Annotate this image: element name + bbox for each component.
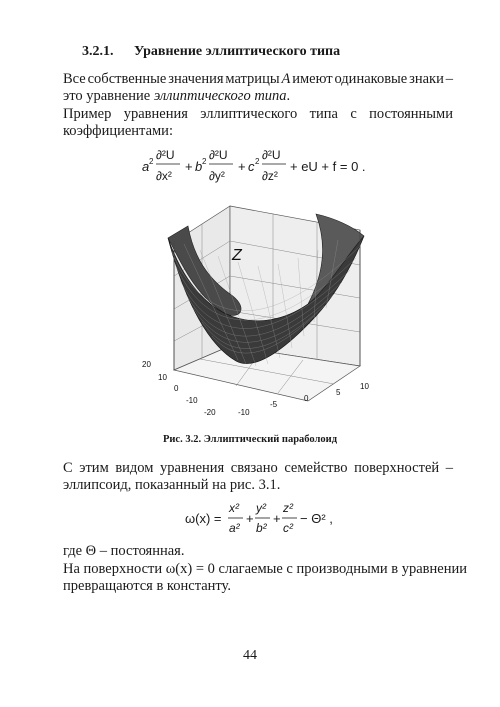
svg-text:∂²U: ∂²U (156, 148, 175, 162)
paraboloid-figure (138, 196, 388, 428)
svg-text:a: a (142, 159, 150, 174)
z-tick: 10 (158, 373, 167, 382)
paragraph-line: это уравнение эллиптического типа. (63, 88, 291, 104)
svg-text:+: + (185, 159, 193, 174)
svg-text:c²: c² (283, 521, 293, 535)
svg-text:z²: z² (283, 501, 293, 515)
ellipsoid-equation (183, 497, 343, 541)
paragraph-line: На поверхности ω(x) = 0 слагаемые с производными в уравнении (63, 561, 467, 577)
paragraph-example (63, 106, 453, 140)
section-title: Уравнение эллиптического типа (134, 44, 341, 59)
x-tick: -5 (270, 400, 278, 409)
svg-text:∂²U: ∂²U (262, 148, 281, 162)
section-number: 3.2.1. (82, 44, 114, 59)
svg-text:+ eU + f = 0 .: + eU + f = 0 . (290, 159, 366, 174)
paragraph-ellipsoid (63, 460, 453, 494)
x-tick: 10 (360, 382, 369, 391)
svg-text:b²: b² (256, 521, 267, 535)
x-tick: -10 (238, 408, 250, 417)
paragraph-line: эллипсоид, показанный на рис. 3.1. (63, 477, 281, 493)
page-number: 44 (243, 648, 257, 663)
x-tick: 0 (304, 394, 309, 403)
z-tick: 0 (174, 384, 179, 393)
svg-text:2: 2 (202, 157, 207, 166)
paragraph-theta (63, 543, 453, 560)
svg-text:+: + (273, 511, 281, 526)
svg-text:+: + (238, 159, 246, 174)
paragraph-eigenvalues (63, 71, 453, 105)
svg-text:b: b (195, 159, 203, 174)
svg-text:x²: x² (229, 501, 239, 515)
figure-caption: Рис. 3.2. Эллиптический параболоид (162, 434, 338, 445)
paragraph-line: С этим видом уравнения связано семейство поверхностей – (63, 460, 453, 476)
z-tick: -20 (204, 408, 216, 417)
svg-text:− Θ² ,: − Θ² , (300, 511, 333, 526)
svg-text:∂²U: ∂²U (209, 148, 228, 162)
svg-text:∂z²: ∂z² (262, 169, 278, 183)
svg-text:c: c (248, 159, 255, 174)
term-elliptic-type: эллиптического типа (153, 88, 287, 104)
x-tick: 5 (336, 388, 341, 397)
svg-text:+: + (246, 511, 254, 526)
paragraph-line: превращаются в константу. (63, 578, 231, 594)
z-axis-label: Z (232, 247, 242, 264)
paragraph-line: Все собственные значения матрицы A имеют одинаковые знаки – (63, 71, 453, 87)
paragraph-surface (63, 561, 467, 595)
paragraph-line: где Θ – постоянная. (63, 543, 185, 559)
paragraph-line: Пример уравнения эллиптического типа с постоянными (63, 106, 453, 122)
section-heading (82, 44, 340, 60)
svg-text:∂y²: ∂y² (209, 169, 225, 183)
svg-text:2: 2 (149, 157, 154, 166)
svg-text:2: 2 (255, 157, 260, 166)
elliptic-equation (140, 143, 380, 189)
z-tick: -10 (186, 396, 198, 405)
paragraph-line: коэффициентами: (63, 123, 173, 139)
svg-text:ω(x) =: ω(x) = (185, 511, 222, 526)
z-tick: 20 (142, 360, 151, 369)
svg-text:∂x²: ∂x² (156, 169, 172, 183)
svg-text:y²: y² (256, 501, 266, 515)
svg-text:a²: a² (229, 521, 240, 535)
